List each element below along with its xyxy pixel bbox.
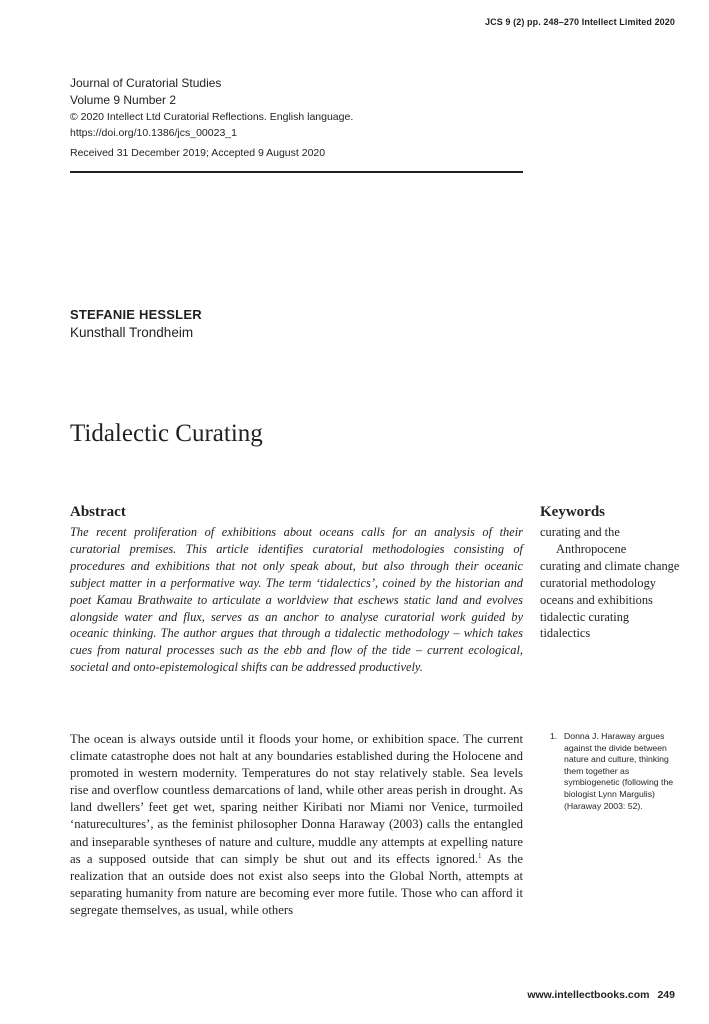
body-paragraph <box>70 731 523 919</box>
journal-volume: Volume 9 Number 2 <box>70 93 177 107</box>
keyword-item: curating and the Anthropocene <box>540 525 627 556</box>
keywords-heading: Keywords <box>540 504 605 520</box>
abstract-section <box>70 502 523 676</box>
abstract-text: The recent proliferation of exhibitions about oceans calls for an analysis of their curatorial premises. This article identifies curatorial methodologies consisting of procedures and exhibitions that not only speak about, but also through their oceanic subject matter in a performative way. The term ‘tidalectics’, coined by the historian and poet Kamau Brathwaite to articulate a worldview that eschews static land and evolves alongside water and flux, serves as an anchor to analyse curatorial work guided by oceanic thinking. The author argues that through a tidalectic methodology – which takes cues from natural processes such as the ebb and flow of the tide – current ecological, societal and onto-epistemological shifts can be addressed productively. <box>70 525 523 675</box>
article-title: Tidalectic Curating <box>70 420 263 447</box>
journal-metadata <box>70 75 523 162</box>
doi-link[interactable]: https://doi.org/10.1386/jcs_00023_1 <box>70 127 237 139</box>
keyword-item: curatorial methodology <box>540 575 656 590</box>
body-text-part-1: The ocean is always outside until it floods your home, or exhibition space. The current climate catastrophe does not halt at any boundaries established during the Holocene and promoted in western modernity. Temperatures do not stay relatively stable. Sea levels rise and overflow countless demarcations of land, while other areas perish in drought. As land dwellers’ feet get wet, sparing neither Kiribati nor Miami nor Venice, turmoiled ‘naturecultures’, as the feminist philosopher Donna Haraway (2003) calls the entangled and inseparable syntheses of nature and culture, muddle any attempts at expelling nature as a supposed outside that can simply be shut out and its effects ignored. <box>70 732 523 866</box>
running-head: JCS 9 (2) pp. 248–270 Intellect Limited 2020 <box>485 17 675 27</box>
footnote-number: 1. <box>550 731 558 741</box>
author-affiliation: Kunsthall Trondheim <box>70 325 194 340</box>
footnote-text: Donna J. Haraway argues against the divide between nature and culture, thinking them together as symbiogenetic (following the biologist Lynn Margulis) (Haraway 2003: 52). <box>564 731 674 811</box>
body-text-part-2: As the realization that an outside does not exist also seeps into the Global North, attempts at separating humanity from nature are becoming ever more futile. Those who can afford it segregate themselves, as usual, while others <box>70 851 523 917</box>
keyword-item: curating and climate change <box>540 558 680 573</box>
footnote-reference[interactable]: 1 <box>478 851 482 860</box>
author-name: STEFANIE HESSLER <box>70 307 202 322</box>
copyright-line: © 2020 Intellect Ltd Curatorial Reflections. English language. <box>70 111 354 123</box>
page-footer <box>527 989 675 1001</box>
keyword-item: tidalectic curating <box>540 609 630 624</box>
journal-title: Journal of Curatorial Studies <box>70 76 222 90</box>
keywords-section <box>540 502 690 642</box>
footnote <box>550 731 680 812</box>
publisher-website[interactable]: www.intellectbooks.com <box>527 989 650 1001</box>
header-divider <box>70 171 523 173</box>
received-dates: Received 31 December 2019; Accepted 9 August 2020 <box>70 147 326 159</box>
author-block <box>70 306 202 342</box>
keyword-item: tidalectics <box>540 626 591 641</box>
keyword-item: oceans and exhibitions <box>540 592 653 607</box>
abstract-heading: Abstract <box>70 504 126 520</box>
page-number: 249 <box>657 989 675 1001</box>
